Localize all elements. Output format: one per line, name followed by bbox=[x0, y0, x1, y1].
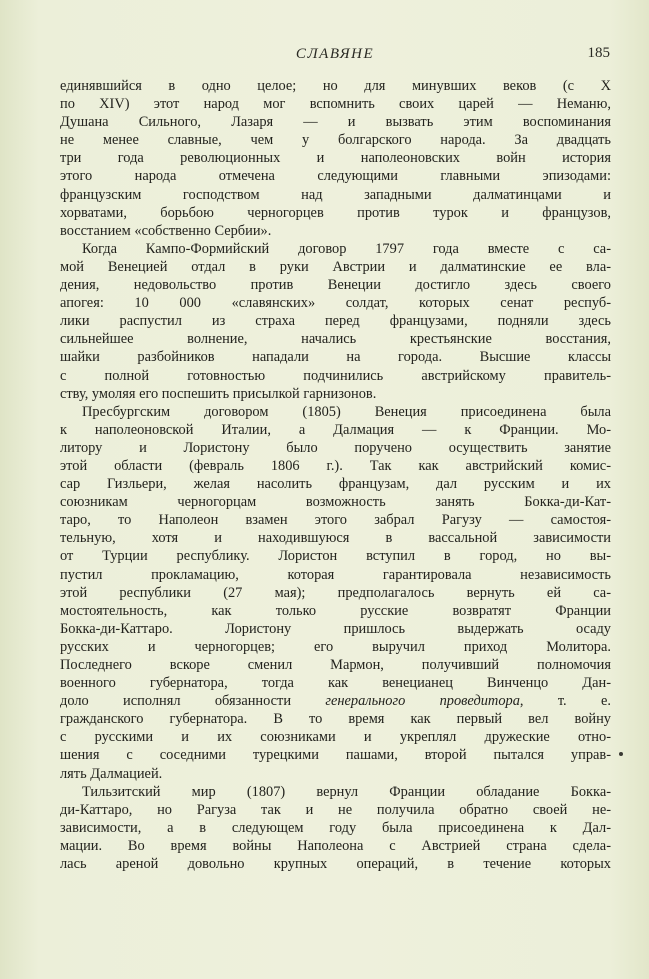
text-line: ству, умоляя его поспешить присылкой гарнизонов. bbox=[60, 385, 377, 402]
text-line: к наполеоновской Италии, а Далмация — к Франции. Мо- bbox=[60, 421, 611, 438]
text-line: Когда Кампо-Формийский договор 1797 года вместе с са- bbox=[82, 240, 611, 257]
italic-term: генерального проведитора bbox=[325, 693, 520, 710]
text-line: по XIV) этот народ мог вспомнить своих царей — Неманю, bbox=[60, 96, 611, 113]
text-line: сильнейшее волнение, начались крестьянские восстания, bbox=[60, 331, 611, 348]
text-line: литору и Лористону было поручено осуществить занятие bbox=[60, 439, 611, 456]
text-line: французским господством над западными далматинцами и bbox=[60, 186, 611, 203]
text-line: пустил прокламацию, которая гарантировала независимость bbox=[60, 566, 611, 583]
text-line: Тильзитский мир (1807) вернул Франции обладание Бокка- bbox=[82, 783, 611, 800]
text-line: мостоятельность, как только русские возвратят Франции bbox=[60, 602, 611, 619]
text-line: тельную, хотя и находившуюся в вассальной зависимости bbox=[60, 530, 611, 547]
text-line: единявшийся в одно целое; но для минувших веков (с X bbox=[60, 78, 611, 94]
text-line: лики распустил из страха перед французами, подняли здесь bbox=[60, 313, 611, 330]
text-line: три года революционных и наполеоновских войн история bbox=[60, 150, 611, 167]
text-line: этой республики (27 мая); предполагалось вернуть ей са- bbox=[60, 584, 611, 601]
text-line: Пресбургским договором (1805) Венеция присоединена была bbox=[82, 403, 611, 420]
running-title: СЛАВЯНЕ bbox=[295, 46, 375, 62]
text-line: от Турции республику. Лористон вступил в город, но вы- bbox=[60, 548, 611, 565]
text-line: сар Гизльери, желая насолить французам, дал русским и их bbox=[60, 476, 611, 493]
text-line: военного губернатора, тогда как венецианец Винченцо Дан- bbox=[60, 675, 611, 692]
text-line: русских и черногорцев; его выручил приход Молитора. bbox=[60, 638, 611, 655]
text-line: хорватами, борьбою черногорцев против турок и французов, bbox=[60, 204, 611, 221]
text-line: союзникам черногорцам возможность занять Бокка-ди-Кат- bbox=[60, 494, 611, 511]
text-line: Последнего вскоре сменил Мармон, получивший полномочия bbox=[60, 657, 611, 673]
text-line: этой области (февраль 1806 г.). Так как австрийский комис- bbox=[60, 457, 611, 474]
text-line: с полной готовностью подчинились австрийскому правитель- bbox=[60, 367, 611, 384]
text-line: шения с соседними турецкими пашами, второй пытался управ- bbox=[60, 747, 611, 764]
text-line: дения, недовольство против Венеции достигло здесь своего bbox=[60, 277, 611, 294]
text-line: этого народа отмечена следующими главными эпизодами: bbox=[60, 168, 611, 185]
text-line: восстанием «собственно Сербии». bbox=[60, 222, 272, 239]
text-line: доло исполнял обязанности генерального проведитора, т. е. bbox=[60, 693, 611, 710]
text-line: таро, то Наполеон взамен этого забрал Рагузу — самостоя- bbox=[60, 512, 611, 529]
page-number: 185 bbox=[587, 45, 610, 61]
text-line: Бокка-ди-Каттаро. Лористону пришлось выдержать осаду bbox=[60, 620, 611, 637]
text-line: мации. Во время войны Наполеона с Австрией страна сдела- bbox=[60, 837, 611, 854]
text-line: шайки разбойников нападали на города. Высшие классы bbox=[60, 349, 611, 366]
text-line: апогея: 10 000 «славянских» солдат, которых сенат респуб- bbox=[60, 295, 611, 312]
body-text bbox=[60, 77, 611, 873]
text-line: гражданского губернатора. В то время как первый вел войну bbox=[60, 711, 611, 728]
text-line: зависимости, а в следующем году была присоединена к Дал- bbox=[60, 819, 611, 836]
text-line: с русскими и их союзниками и укреплял дружеские отно- bbox=[60, 729, 611, 746]
margin-dot bbox=[619, 752, 623, 756]
page-header bbox=[60, 43, 610, 67]
text-line: Душана Сильного, Лазаря — и вызвать этим воспоминания bbox=[60, 114, 611, 131]
text-line: ди-Каттаро, но Рагуза так и не получила обратно своей не- bbox=[60, 801, 611, 818]
text-line: не менее славные, чем у болгарского народа. За двадцать bbox=[60, 132, 611, 149]
text-line: лась ареной довольно крупных операций, в течение которых bbox=[60, 856, 611, 873]
text-line: мой Венецией отдал в руки Австрии и далматинские ее вла- bbox=[60, 258, 611, 275]
text-line: лять Далмацией. bbox=[60, 765, 163, 782]
